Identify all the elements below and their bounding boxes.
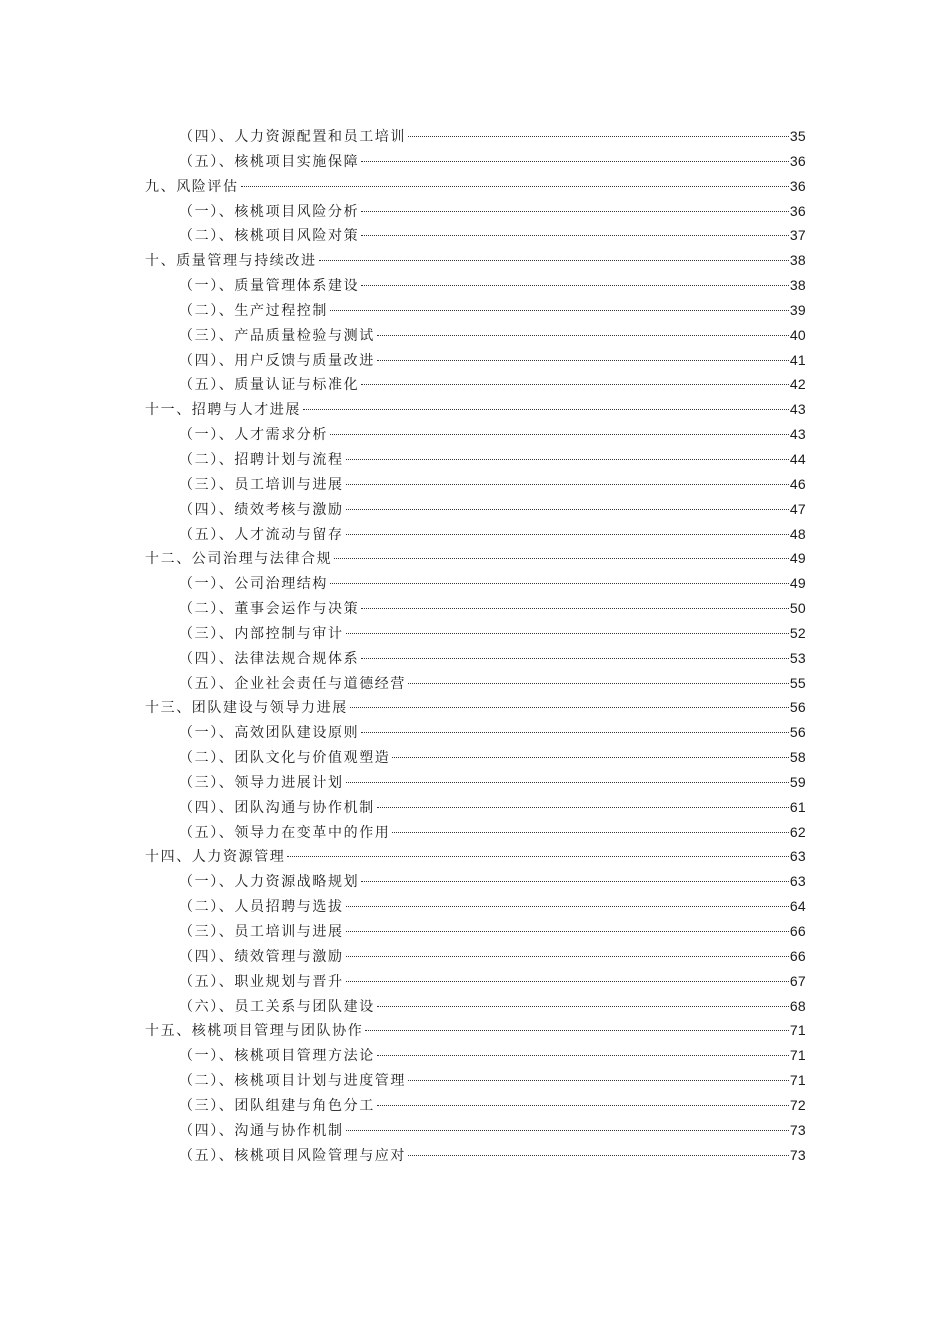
toc-entry-title: （三）、内部控制与审计	[179, 625, 344, 642]
toc-entry[interactable]	[145, 969, 806, 994]
toc-dot-leader	[346, 509, 789, 510]
toc-entry-title: （二）、招聘计划与流程	[179, 451, 344, 468]
toc-entry[interactable]	[145, 745, 806, 770]
toc-dot-leader	[377, 1055, 789, 1056]
toc-entry[interactable]	[145, 1043, 806, 1068]
toc-entry-title: （三）、员工培训与进展	[179, 924, 344, 940]
toc-page-number: 63	[789, 848, 806, 865]
toc-entry[interactable]	[145, 820, 806, 845]
toc-entry[interactable]	[145, 273, 806, 298]
toc-entry-title: （一）、高效团队建设原则	[179, 725, 360, 742]
toc-page-number: 56	[789, 724, 806, 741]
toc-entry[interactable]	[145, 199, 806, 224]
toc-entry-title: （四）、人力资源配置和员工培训	[179, 129, 406, 145]
toc-page-number: 49	[789, 575, 806, 592]
toc-entry-title: 十五、核桃项目管理与团队协作	[145, 1023, 364, 1040]
toc-page-number: 53	[789, 649, 806, 666]
toc-entry-title: （二）、团队文化与价值观塑造	[179, 750, 391, 767]
toc-page-number: 44	[789, 450, 806, 467]
toc-dot-leader	[408, 683, 789, 684]
toc-entry-title: （五）、人才流动与留存	[179, 526, 344, 543]
toc-entry-title: （五）、领导力在变革中的作用	[179, 824, 391, 841]
toc-entry[interactable]	[145, 1068, 806, 1093]
toc-entry[interactable]	[145, 1093, 806, 1118]
toc-entry-title: （五）、核桃项目风险管理与应对	[179, 1147, 406, 1164]
toc-dot-leader	[346, 906, 789, 907]
toc-page-number: 49	[789, 550, 806, 567]
toc-entry-title: （二）、生产过程控制	[179, 302, 328, 319]
toc-dot-leader	[377, 360, 789, 361]
toc-page-number: 43	[789, 426, 806, 443]
toc-page-number: 39	[789, 301, 806, 318]
toc-dot-leader	[408, 136, 789, 137]
toc-entry-title: （四）、用户反馈与质量改进	[179, 352, 375, 369]
toc-dot-leader	[346, 534, 789, 535]
toc-dot-leader	[346, 956, 789, 957]
toc-entry[interactable]	[145, 646, 806, 671]
toc-entry[interactable]	[145, 372, 806, 397]
toc-entry[interactable]	[145, 546, 806, 571]
toc-page-number: 73	[789, 1121, 806, 1138]
toc-page-number: 62	[789, 823, 806, 840]
toc-dot-leader	[334, 558, 789, 559]
toc-entry-title: （五）、企业社会责任与道德经营	[179, 675, 406, 692]
toc-dot-leader	[408, 1155, 789, 1156]
toc-page-number: 37	[789, 227, 806, 244]
toc-entry[interactable]	[145, 248, 806, 273]
toc-page-number: 36	[789, 152, 806, 169]
toc-entry[interactable]	[145, 869, 806, 894]
toc-entry[interactable]	[145, 1143, 806, 1168]
toc-entry[interactable]	[145, 795, 806, 820]
toc-entry-title: （三）、团队组建与角色分工	[179, 1097, 375, 1114]
toc-entry-title: （四）、法律法规合规体系	[179, 650, 360, 667]
toc-page-number: 68	[789, 997, 806, 1014]
toc-dot-leader	[346, 981, 789, 982]
toc-entry[interactable]	[145, 1018, 806, 1043]
toc-entry[interactable]	[145, 1118, 806, 1143]
toc-dot-leader	[361, 881, 789, 882]
toc-entry[interactable]	[145, 298, 806, 323]
toc-entry[interactable]	[145, 174, 806, 199]
toc-dot-leader	[330, 434, 789, 435]
toc-entry-title: （一）、核桃项目管理方法论	[179, 1048, 375, 1065]
toc-dot-leader	[346, 782, 789, 783]
toc-dot-leader	[365, 1030, 788, 1031]
toc-page-number: 50	[789, 600, 806, 617]
toc-entry-title: 十、质量管理与持续改进	[145, 253, 317, 270]
toc-dot-leader	[346, 931, 789, 932]
toc-page-number: 71	[789, 1022, 806, 1039]
toc-dot-leader	[377, 807, 789, 808]
toc-dot-leader	[392, 832, 788, 833]
toc-page-number: 41	[789, 351, 806, 368]
toc-page-number: 43	[789, 401, 806, 418]
toc-page-number: 36	[789, 202, 806, 219]
toc-entry-title: （三）、产品质量检验与测试	[179, 327, 375, 344]
toc-dot-leader	[361, 235, 789, 236]
toc-page-number: 58	[789, 749, 806, 766]
toc-dot-leader	[361, 658, 789, 659]
toc-dot-leader	[361, 161, 789, 162]
toc-entry[interactable]	[145, 770, 806, 795]
toc-dot-leader	[346, 459, 789, 460]
toc-entry-title: 十四、人力资源管理	[145, 849, 286, 866]
toc-dot-leader	[346, 633, 789, 634]
toc-dot-leader	[330, 583, 789, 584]
toc-entry-title: 十二、公司治理与法律合规	[145, 551, 333, 568]
toc-entry-title: （二）、核桃项目计划与进度管理	[179, 1073, 406, 1090]
toc-entry[interactable]	[145, 348, 806, 373]
toc-entry-title: 十三、团队建设与领导力进展	[145, 700, 348, 717]
toc-entry[interactable]	[145, 447, 806, 472]
toc-entry-title: （四）、团队沟通与协作机制	[179, 799, 375, 816]
toc-page-number: 36	[789, 177, 806, 194]
toc-entry[interactable]	[145, 919, 806, 944]
toc-dot-leader	[319, 260, 789, 261]
toc-entry-title: （一）、人才需求分析	[179, 427, 328, 444]
toc-page-number: 67	[789, 972, 806, 989]
toc-entry[interactable]	[145, 497, 806, 522]
toc-entry-title: （五）、职业规划与晋升	[179, 973, 344, 990]
toc-entry[interactable]	[145, 397, 806, 422]
toc-entry[interactable]	[145, 422, 806, 447]
toc-page-number: 35	[789, 128, 806, 144]
toc-page-number: 56	[789, 699, 806, 716]
toc-dot-leader	[377, 335, 789, 336]
toc-entry-title: （五）、核桃项目实施保障	[179, 153, 360, 170]
toc-entry-title: （四）、绩效考核与激励	[179, 501, 344, 518]
toc-page-number: 40	[789, 326, 806, 343]
toc-dot-leader	[361, 285, 789, 286]
toc-entry[interactable]	[145, 571, 806, 596]
toc-dot-leader	[346, 1130, 789, 1131]
toc-entry[interactable]	[145, 671, 806, 696]
toc-page-number: 63	[789, 873, 806, 890]
table-of-contents	[145, 124, 806, 1167]
toc-dot-leader	[287, 856, 788, 857]
toc-dot-leader	[330, 310, 789, 311]
toc-page-number: 38	[789, 252, 806, 269]
toc-page-number: 66	[789, 923, 806, 939]
toc-page-number: 61	[789, 798, 806, 815]
toc-entry[interactable]	[145, 944, 806, 969]
toc-page-number: 64	[789, 898, 806, 915]
toc-dot-leader	[377, 1105, 789, 1106]
toc-page-number: 55	[789, 674, 806, 691]
toc-entry[interactable]	[145, 621, 806, 646]
toc-dot-leader	[361, 732, 789, 733]
toc-dot-leader	[241, 186, 789, 187]
toc-entry[interactable]	[145, 994, 806, 1019]
toc-dot-leader	[361, 384, 789, 385]
toc-dot-leader	[361, 211, 789, 212]
toc-page-number: 59	[789, 773, 806, 790]
toc-entry-title: （二）、人员招聘与选拔	[179, 899, 344, 916]
toc-dot-leader	[392, 757, 788, 758]
toc-entry-title: （一）、公司治理结构	[179, 576, 328, 593]
toc-entry-title: （一）、人力资源战略规划	[179, 874, 360, 891]
toc-dot-leader	[361, 608, 789, 609]
toc-entry-title: 九、风险评估	[145, 178, 239, 195]
toc-entry[interactable]	[145, 472, 806, 497]
toc-entry[interactable]	[145, 720, 806, 745]
toc-page-number: 72	[789, 1096, 806, 1113]
toc-entry[interactable]	[145, 596, 806, 621]
toc-page-number: 48	[789, 525, 806, 542]
toc-page-number: 46	[789, 475, 806, 492]
toc-entry-title: （六）、员工关系与团队建设	[179, 998, 375, 1015]
toc-entry-title: （一）、质量管理体系建设	[179, 278, 360, 295]
toc-entry-title: （四）、绩效管理与激励	[179, 948, 344, 965]
toc-entry[interactable]	[145, 323, 806, 348]
toc-page-number: 52	[789, 624, 806, 641]
toc-entry-title: （二）、核桃项目风险对策	[179, 228, 360, 245]
toc-entry[interactable]	[145, 149, 806, 174]
toc-page-number: 47	[789, 500, 806, 517]
toc-entry-title: （三）、领导力进展计划	[179, 774, 344, 791]
toc-entry-title: 十一、招聘与人才进展	[145, 402, 301, 419]
toc-entry-title: （三）、员工培训与进展	[179, 476, 344, 493]
toc-page-number: 66	[789, 947, 806, 964]
toc-entry-title: （五）、质量认证与标准化	[179, 377, 360, 394]
toc-page-number: 71	[789, 1072, 806, 1089]
toc-entry[interactable]	[145, 695, 806, 720]
toc-entry-title: （二）、董事会运作与决策	[179, 601, 360, 618]
toc-entry[interactable]	[145, 124, 806, 149]
toc-page-number: 38	[789, 277, 806, 294]
toc-page-number: 71	[789, 1047, 806, 1064]
toc-entry[interactable]	[145, 223, 806, 248]
toc-dot-leader	[377, 1006, 789, 1007]
toc-dot-leader	[350, 707, 789, 708]
toc-entry[interactable]	[145, 522, 806, 547]
toc-entry-title: （一）、核桃项目风险分析	[179, 203, 360, 220]
toc-dot-leader	[408, 1080, 789, 1081]
toc-dot-leader	[303, 409, 789, 410]
toc-dot-leader	[346, 484, 789, 485]
toc-entry-title: （四）、沟通与协作机制	[179, 1122, 344, 1139]
toc-page-number: 42	[789, 376, 806, 393]
toc-page-number: 73	[789, 1146, 806, 1163]
toc-entry[interactable]	[145, 894, 806, 919]
toc-entry[interactable]	[145, 844, 806, 869]
